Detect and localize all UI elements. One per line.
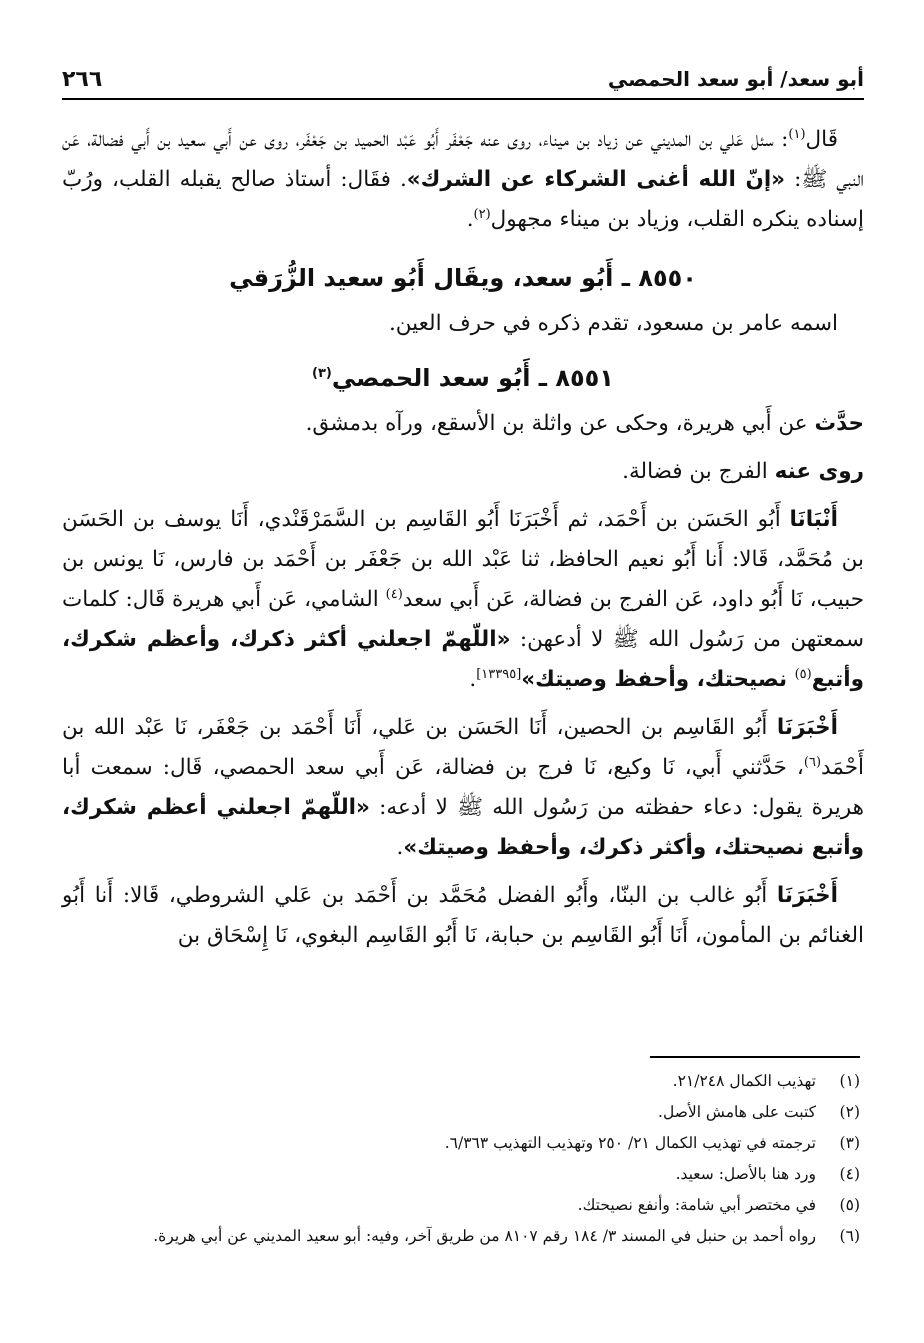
footnote-number: (١) [839, 1072, 860, 1090]
keyword: روى عنه [774, 459, 864, 484]
paragraph-5 [62, 500, 864, 700]
footnote-ref: (٢) [473, 206, 491, 222]
keyword: حدَّث [814, 411, 864, 436]
text: قَال [805, 127, 838, 152]
keyword: أَخْبَرَنَا [776, 883, 838, 908]
hadith-quote: نصيحتك، وأحفظ وصيتك» [521, 667, 795, 692]
footnote-text: تهذيب الكمال ٢١/٢٤٨. [672, 1072, 816, 1090]
hadith-quote: «اللّهمّ اجعلني أعظم شكرك، وأتبع نصيحتك، وأكثر ذكرك، وأحفظ وصيتك» [62, 795, 864, 860]
page-number: ٢٦٦ [62, 66, 103, 92]
keyword: أَخْبَرَنَا [776, 715, 838, 740]
hadith-quote: «اللّهمّ اجعلني أكثر ذكرك، وأعظم شكرك، وأتبع [62, 627, 864, 692]
text: أَبُو الحَسَن بن أَحْمَد، ثم أَخْبَرَنَا أَبُو القَاسِم بن السَّمَرْقَنْدي، أَنَا يوسف بن الحَسَن بن مُحَمَّد، قَالا: أَنا أَبُو نعيم الحافظ، ثنا عَبْد الله بن جَعْفَر بن أَحْمَد بن فارس، نَا يونس بن حبيب، نَا أَبُو داود، عَن الفرج بن فضالة، عَن أَبي سعد [62, 507, 864, 612]
footnote-item [62, 1221, 860, 1252]
footnote-number: (٢) [839, 1103, 860, 1121]
footnote-text: في مختصر أبي شامة: وأنفع نصيحتك. [577, 1196, 816, 1214]
text: الشامي، عَن أَبي هريرة قَال: كلمات سمعتهن من رَسُول الله ﷺ لا أدعهن: [62, 587, 864, 652]
text: : سئل عَلي بن المديني عن زياد بن ميناء، روى عنه جَعْفَر أَبُو عَبْد الحميد بن جَعْفَر، روى عن أَبي سعيد بن أَبي فضالة، عَن النبي ﷺ: [62, 127, 865, 192]
footnote-text: ترجمته في تهذيب الكمال ٢١/ ٢٥٠ وتهذيب التهذيب ٦/٣٦٣. [444, 1134, 816, 1152]
footnote-item [62, 1190, 860, 1221]
paragraph-2: اسمه عامر بن مسعود، تقدم ذكره في حرف العين. [388, 311, 838, 336]
footnote-ref: (٣) [312, 366, 332, 381]
footnote-text: رواه أحمد بن حنبل في المسند ٣/ ١٨٤ رقم ٨١٠٧ من طريق آخر، وفيه: أبو سعيد المديني عن أبي هريرة. [153, 1227, 816, 1245]
text: . فقَال: أستاذ صالح يقبله القلب، ورُبّ إسناده ينكره القلب، وزياد بن ميناء مجهول [62, 167, 864, 232]
footnote-ref: (٥) [794, 666, 812, 682]
footnote-number: (٥) [839, 1196, 860, 1214]
footnote-item [62, 1128, 860, 1159]
text: أَبُو غالب بن البنّا، وأَبُو الفضل مُحَمَّد بن أَحْمَد بن عَلي الشروطي، قَالا: أَنا أَبُو الغنائم بن المأمون، أَنَا أَبُو القَاسِم بن حبابة، نَا أَبُو القَاسِم البغوي، نَا إِسْحَاق بن [62, 883, 864, 948]
footnote-ref: (٦) [803, 754, 822, 770]
paragraph-3 [62, 404, 864, 444]
paragraph-7 [62, 876, 864, 956]
footnotes [62, 1066, 860, 1252]
keyword: أَنْبَانَا [789, 507, 838, 532]
footnote-item [62, 1066, 860, 1097]
paragraph-6 [62, 708, 864, 868]
entry-heading-8551 [62, 358, 864, 398]
text: عن أَبي هريرة، وحكى عن واثلة بن الأسقع، ورآه بدمشق. [305, 411, 815, 436]
text: أَبُو القَاسِم بن الحصين، أَنَا الحَسَن بن عَلي، أَنَا أَحْمَد بن جَعْفَر، نَا عَبْد الله بن أَحْمَد [62, 715, 864, 780]
text: ، حَدَّثني أَبي، نَا وكيع، نَا فرج بن فضالة، عَن أَبي سعد الحمصي، قَال: سمعت أبا هريرة يقول: دعاء حفظته من رَسُول الله ﷺ لا أدعه: [62, 755, 864, 820]
footnote-ref: (٤) [385, 586, 403, 602]
footnote-text: ورد هنا بالأصل: سعيد. [675, 1165, 816, 1183]
footnote-number: (٤) [839, 1165, 860, 1183]
text: . [396, 835, 404, 860]
entry-heading-8550: ٨٥٥٠ ـ أَبُو سعد، ويقَال أَبُو سعيد الزُّرَقي [229, 264, 697, 292]
footnote-divider [650, 1056, 860, 1058]
text: . [466, 207, 474, 232]
paragraph-4 [62, 452, 864, 492]
running-title: أبو سعد/ أبو سعد الحمصي [607, 67, 864, 91]
hadith-quote: «إنّ الله أغنى الشركاء عن الشرك» [406, 167, 786, 192]
footnote-item [62, 1159, 860, 1190]
footnote-ref: (١) [788, 126, 806, 142]
main-text [62, 120, 864, 956]
footnote-number: (٦) [839, 1227, 860, 1245]
heading-text: ٨٥٥١ ـ أَبُو سعد الحمصي [331, 364, 614, 392]
footnote-text: كتبت على هامش الأصل. [658, 1103, 816, 1121]
text: الفرج بن فضالة. [622, 459, 775, 484]
page-header [62, 60, 864, 100]
footnote-number: (٣) [839, 1134, 860, 1152]
hadith-number: [١٣٣٩٥] [476, 666, 522, 682]
text: . [469, 667, 477, 692]
paragraph-1 [62, 120, 864, 240]
footnote-item [62, 1097, 860, 1128]
